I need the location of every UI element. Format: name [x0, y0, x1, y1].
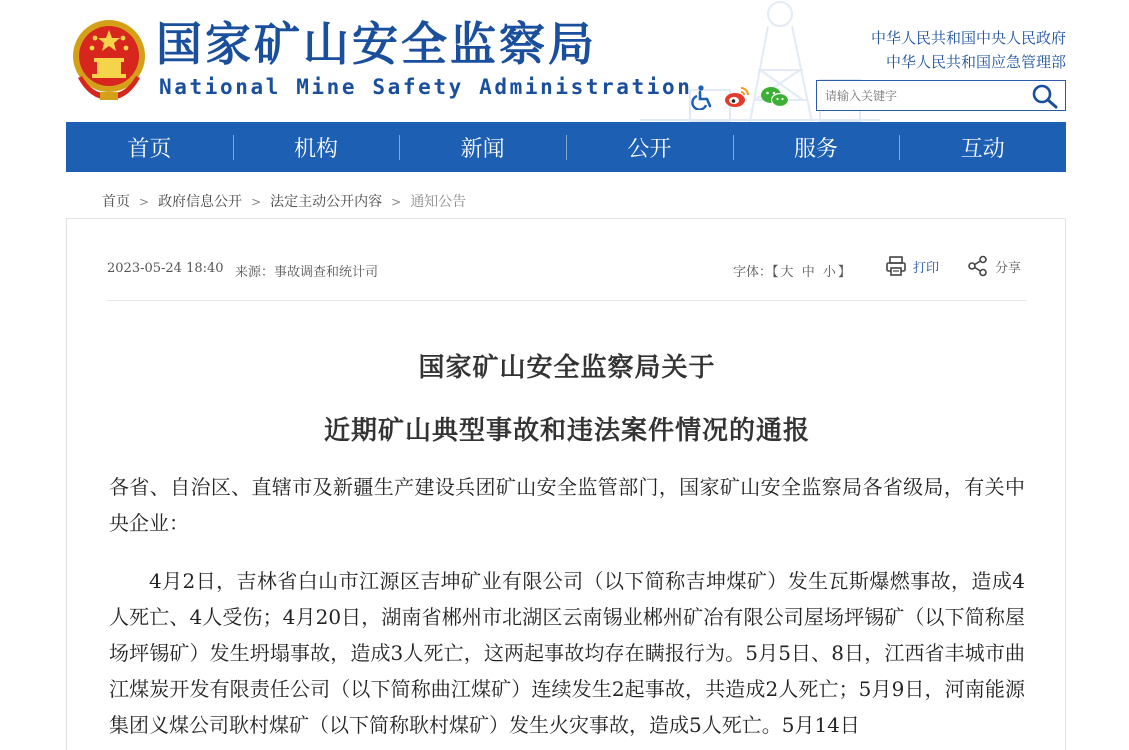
nav-organization[interactable]: 机构: [233, 122, 400, 172]
top-links: [871, 26, 1066, 74]
wechat-icon[interactable]: [760, 82, 790, 112]
print-icon: [885, 255, 907, 277]
breadcrumb-current[interactable]: 通知公告: [410, 194, 467, 210]
social-icons: [688, 82, 798, 112]
breadcrumb-home[interactable]: 首页: [102, 194, 130, 210]
weibo-icon[interactable]: [722, 82, 752, 112]
font-size-label: 字体：: [733, 265, 773, 280]
breadcrumb-separator: >: [251, 195, 262, 209]
article-title-line2: 近期矿山典型事故和违法案件情况的通报: [323, 416, 810, 446]
site-title-en: National Mine Safety Administration: [159, 75, 693, 99]
link-central-government[interactable]: 中华人民共和国中央人民政府: [870, 29, 1066, 47]
search-input[interactable]: [825, 85, 1025, 107]
nav-news[interactable]: 新闻: [399, 122, 566, 172]
font-size-control: [733, 261, 851, 280]
article-panel: [66, 218, 1066, 750]
main-nav: [66, 122, 1066, 172]
nav-interaction[interactable]: 互动: [899, 122, 1066, 172]
article-title-line1: 国家矿山安全监察局关于: [418, 353, 716, 383]
article-source: [235, 261, 378, 280]
publish-date: 2023-05-24 18:40: [107, 261, 224, 276]
breadcrumb-gov-info[interactable]: 政府信息公开: [158, 194, 243, 210]
article-meta: [107, 219, 1027, 301]
breadcrumb-separator: >: [391, 195, 402, 209]
article-salutation: 各省、自治区、直辖市及新疆生产建设兵团矿山安全监管部门，国家矿山安全监察局各省级局，有关中央企业：: [109, 475, 1025, 535]
font-size-small[interactable]: 小: [822, 265, 836, 280]
source-label: 来源：: [235, 265, 275, 280]
nav-home[interactable]: 首页: [127, 136, 172, 162]
link-ministry-emergency-management[interactable]: 中华人民共和国应急管理部: [885, 53, 1066, 71]
article-paragraph-1: 4月2日，吉林省白山市江源区吉坤矿业有限公司（以下简称吉坤煤矿）发生瓦斯爆燃事故，造成4人死亡、4人受伤；4月20日，湖南省郴州市北湖区云南锡业郴州矿冶有限公司屋场坪锡矿（以下简称屋场坪锡矿）发生坍塌事故，造成3人死亡，这两起事故均存在瞒报行为。5月5日、8日，江西省丰城市曲江煤炭开发有限责任公司（以下简称曲江煤矿）连续发生2起事故，共造成2人死亡；5月9日，河南能源集团义煤公司耿村煤矿（以下简称耿村煤矿）发生火灾事故，造成5人死亡。5月14日: [109, 569, 1025, 737]
site-header: [0, 0, 1129, 122]
breadcrumb-statutory-content[interactable]: 法定主动公开内容: [270, 194, 383, 210]
site-title-cn: 国家矿山安全监察局: [156, 17, 597, 71]
search-icon[interactable]: [1031, 83, 1059, 109]
share-icon: [967, 255, 989, 277]
accessibility-icon[interactable]: [688, 82, 718, 112]
print-label: 打印: [913, 260, 940, 276]
share-label: 分享: [995, 260, 1022, 276]
print-button[interactable]: [885, 255, 939, 277]
font-size-medium[interactable]: 中: [801, 265, 815, 280]
share-button[interactable]: [967, 255, 1021, 277]
breadcrumb: [102, 191, 466, 211]
national-emblem-icon: [70, 16, 148, 102]
source-value: 事故调查和统计司: [274, 265, 379, 280]
font-bracket-open: 【: [772, 265, 779, 280]
search-box: [816, 80, 1066, 111]
breadcrumb-separator: >: [139, 195, 150, 209]
font-bracket-close: 】: [837, 265, 851, 280]
nav-services[interactable]: 服务: [733, 122, 900, 172]
nav-public-info[interactable]: 公开: [566, 122, 733, 172]
font-size-large[interactable]: 大: [780, 265, 794, 280]
